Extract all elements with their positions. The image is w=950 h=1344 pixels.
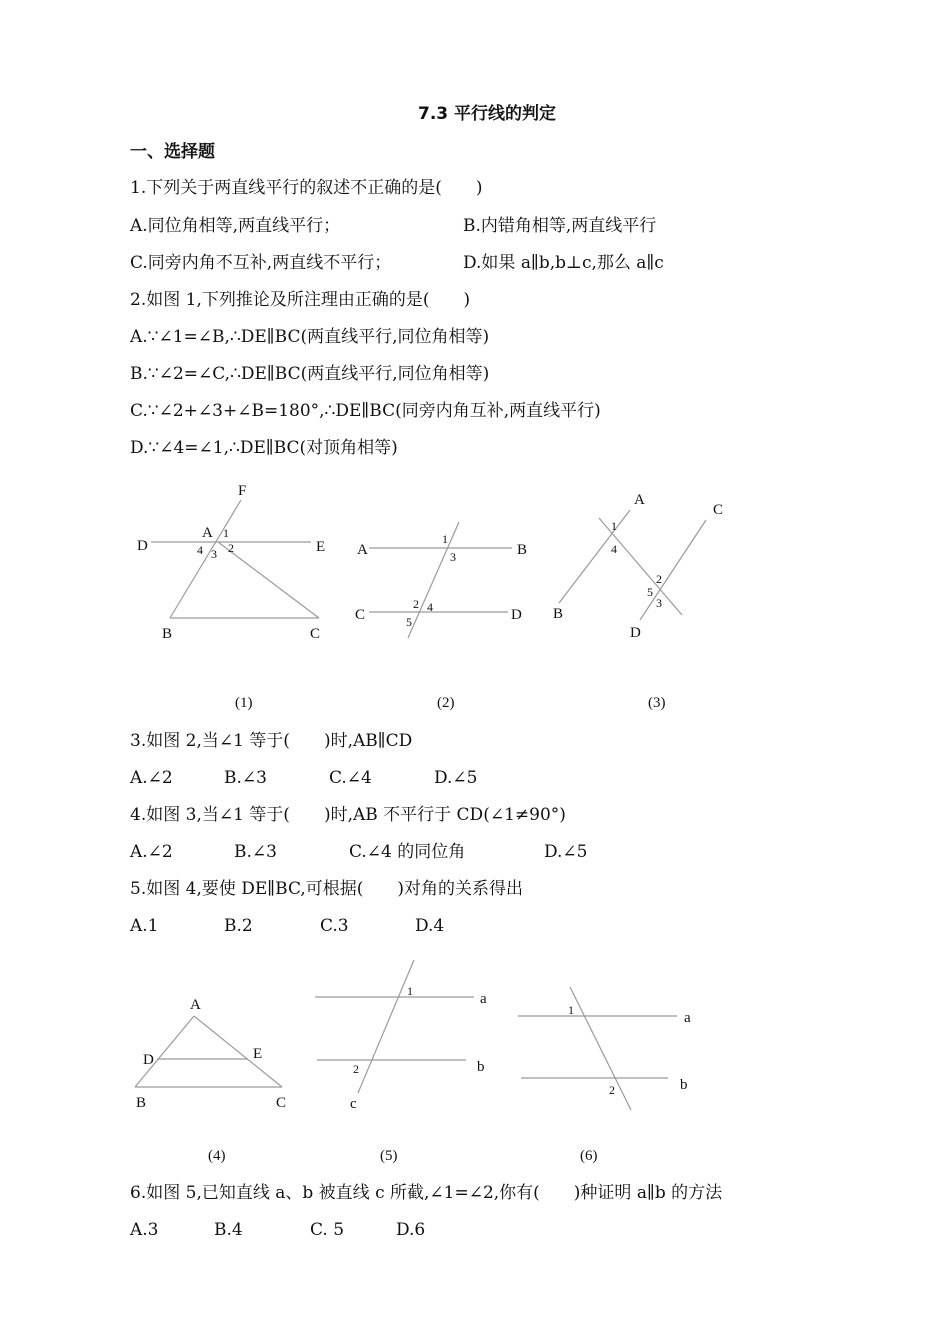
figure-1-caption: (1)	[235, 695, 253, 711]
question-2-stem: 2.如图 1,下列推论及所注理由正确的是( )	[130, 290, 471, 310]
figure-5	[315, 960, 487, 1112]
figure-3-angle-5: 5	[647, 585, 653, 599]
figure-6-angle-1: 1	[568, 1003, 574, 1017]
figure-2-angle-1: 1	[442, 532, 448, 546]
figure-5-label-a: a	[480, 991, 487, 1007]
figure-3-label-a: A	[634, 492, 645, 508]
question-1-option-c: C.同旁内角不互补,两直线不平行；	[130, 253, 392, 273]
figure-2-angle-5: 5	[406, 615, 412, 629]
figure-2-label-a: A	[357, 542, 368, 558]
figure-5-line-c	[358, 960, 414, 1093]
figure-6-label-b: b	[680, 1077, 688, 1093]
figure-4-label-c: C	[276, 1095, 287, 1111]
figure-2-label-d: D	[511, 607, 522, 623]
question-5-option-d: D.4	[415, 916, 445, 936]
question-4-stem: 4.如图 3,当∠1 等于( )时,AB 不平行于 CD(∠1≠90°)	[130, 805, 566, 825]
figure-1-angle-3: 3	[211, 547, 217, 561]
figure-4-line-ac	[194, 1016, 282, 1087]
figure-3-angle-4: 4	[611, 542, 617, 556]
question-1-stem: 1.下列关于两直线平行的叙述不正确的是( )	[130, 178, 483, 198]
figure-5-angle-1: 1	[407, 984, 413, 998]
figure-2-angle-2: 2	[413, 597, 419, 611]
figure-4-label-e: E	[253, 1046, 263, 1062]
figure-3-label-b: B	[553, 606, 564, 622]
figure-4-label-a: A	[190, 997, 201, 1013]
figure-1-label-f: F	[238, 483, 247, 499]
question-2-option-a: A.∵∠1=∠B,∴DE∥BC(两直线平行,同位角相等)	[130, 327, 490, 347]
question-1-option-a: A.同位角相等,两直线平行；	[130, 216, 341, 236]
figure-4-label-b: B	[136, 1095, 147, 1111]
question-3-stem: 3.如图 2,当∠1 等于( )时,AB∥CD	[130, 731, 413, 751]
question-4-option-b: B.∠3	[234, 842, 277, 862]
figure-5-caption: (5)	[380, 1148, 398, 1164]
figure-1-label-e: E	[316, 539, 326, 555]
question-2-option-b: B.∵∠2=∠C,∴DE∥BC(两直线平行,同位角相等)	[130, 364, 490, 384]
figure-3-label-c: C	[713, 502, 724, 518]
figure-1-angle-1: 1	[223, 526, 229, 540]
question-5-stem: 5.如图 4,要使 DE∥BC,可根据( )对角的关系得出	[130, 879, 524, 899]
figure-6-label-a: a	[684, 1010, 691, 1026]
figure-1-label-c: C	[310, 626, 321, 642]
question-5-option-a: A.1	[130, 916, 159, 936]
figure-4-label-d: D	[143, 1052, 154, 1068]
question-1-option-d: D.如果 a∥b,b⊥c,那么 a∥c	[463, 253, 664, 273]
question-4-option-d: D.∠5	[544, 842, 588, 862]
question-4-option-a: A.∠2	[130, 842, 173, 862]
figure-1-label-d: D	[137, 538, 148, 554]
question-2-option-d: D.∵∠4=∠1,∴DE∥BC(对顶角相等)	[130, 438, 398, 458]
figure-3-angle-2: 2	[656, 572, 662, 586]
figure-4	[135, 997, 286, 1111]
figure-6-caption: (6)	[580, 1148, 598, 1164]
figure-3-label-d: D	[630, 625, 641, 641]
question-1-option-b: B.内错角相等,两直线平行	[463, 216, 657, 236]
question-3-option-d: D.∠5	[434, 768, 478, 788]
figure-5-angle-2: 2	[353, 1062, 359, 1076]
figure-2-caption: (2)	[437, 695, 455, 711]
figure-4-caption: (4)	[208, 1148, 226, 1164]
figure-6-transversal	[570, 987, 631, 1110]
figure-1-angle-4: 4	[197, 543, 203, 557]
figure-5-label-b: b	[477, 1059, 485, 1075]
question-6-option-b: B.4	[214, 1220, 243, 1240]
figure-5-label-c: c	[350, 1096, 357, 1112]
figure-6-angle-2: 2	[609, 1083, 615, 1097]
figure-2-angle-4: 4	[427, 600, 433, 614]
question-5-option-b: B.2	[224, 916, 253, 936]
figure-6	[518, 987, 691, 1110]
figure-2-label-b: B	[517, 542, 528, 558]
figure-3-caption: (3)	[648, 695, 666, 711]
page-title: 7.3 平行线的判定	[418, 104, 557, 124]
question-6-option-c: C. 5	[310, 1220, 345, 1240]
figure-1-label-a: A	[202, 525, 213, 541]
figure-2-label-c: C	[355, 607, 366, 623]
question-2-option-c: C.∵∠2+∠3+∠B=180°,∴DE∥BC(同旁内角互补,两直线平行)	[130, 401, 601, 421]
question-6-option-a: A.3	[130, 1220, 159, 1240]
figure-3-angle-3: 3	[656, 596, 662, 610]
figure-1-angle-2: 2	[228, 541, 234, 555]
question-3-option-b: B.∠3	[224, 768, 267, 788]
question-3-option-c: C.∠4	[329, 768, 372, 788]
figure-2-angle-3: 3	[450, 550, 456, 564]
figure-3-angle-1: 1	[611, 519, 617, 533]
figure-1-label-b: B	[162, 626, 173, 642]
section-heading: 一、选择题	[130, 142, 215, 162]
question-4-option-c: C.∠4 的同位角	[349, 842, 466, 862]
question-5-option-c: C.3	[320, 916, 349, 936]
question-6-option-d: D.6	[396, 1220, 426, 1240]
question-3-option-a: A.∠2	[130, 768, 173, 788]
question-6-stem: 6.如图 5,已知直线 a、b 被直线 c 所截,∠1=∠2,你有( )种证明 a∥b 的方法	[130, 1183, 723, 1203]
